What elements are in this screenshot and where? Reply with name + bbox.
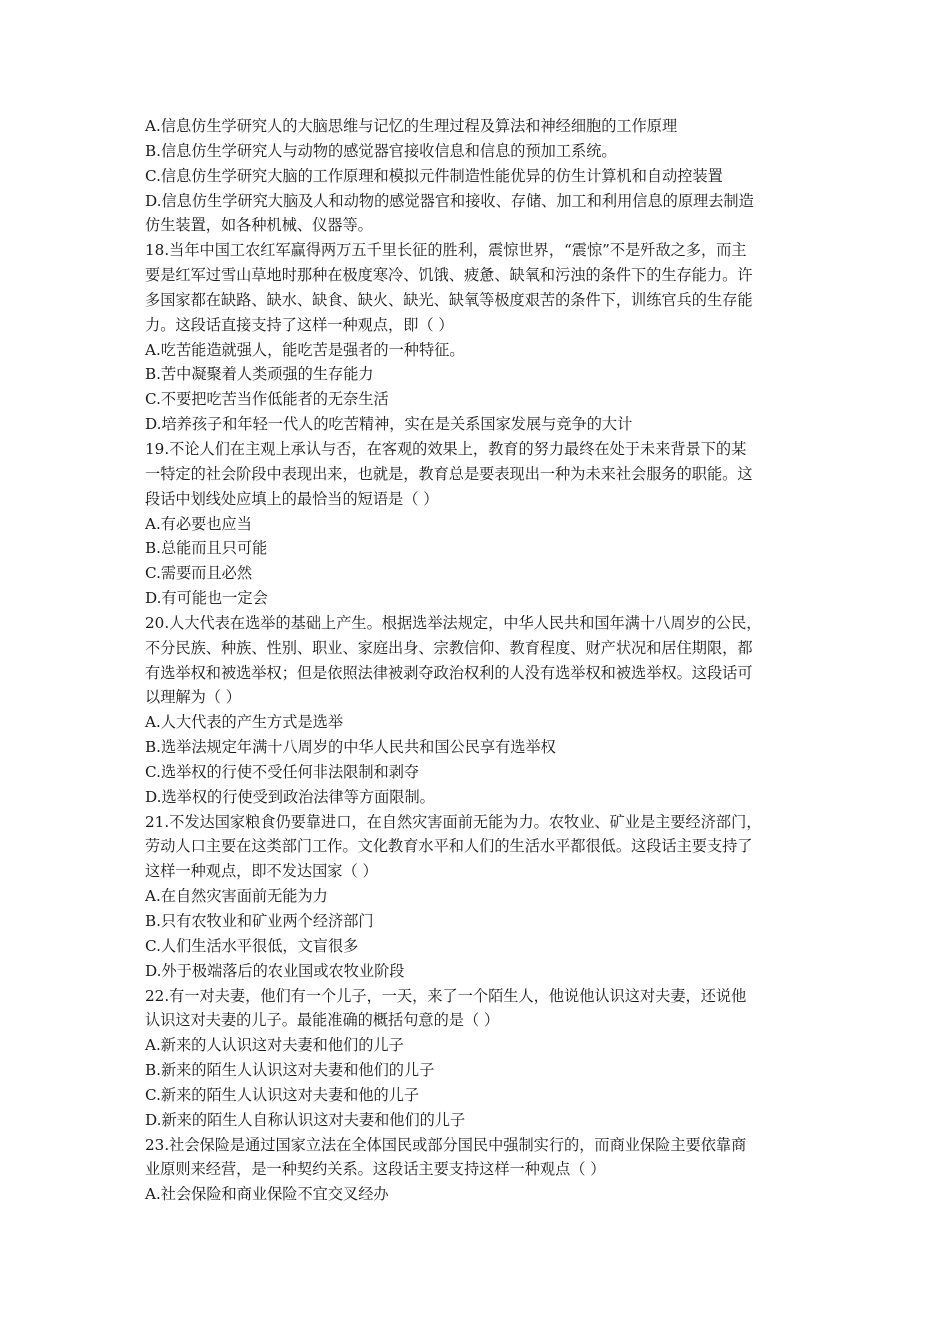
text-line: D.外于极端落后的农业国或农牧业阶段 xyxy=(145,961,405,980)
text-line: A.新来的人认识这对夫妻和他们的儿子 xyxy=(145,1036,404,1055)
text-line: B.总能而且只可能 xyxy=(145,539,268,558)
text-line: 23.社会保险是通过国家立法在全体国民或部分国民中强制实行的，而商业保险主要依靠商 xyxy=(145,1135,747,1154)
text-line: 这样一种观点，即不发达国家（ ） xyxy=(145,862,378,881)
text-line: 劳动人口主要在这类部门工作。文化教育水平和人们的生活水平都很低。这段话主要支持了 xyxy=(145,837,753,856)
text-line: C.不要把吃苦当作低能者的无奈生活 xyxy=(145,390,389,409)
text-line: D.培养孩子和年轻一代人的吃苦精神，实在是关系国家发展与竞争的大计 xyxy=(145,415,633,434)
text-line: D.有可能也一定会 xyxy=(145,589,268,608)
text-line: 以理解为（ ） xyxy=(145,688,241,707)
text-line: D.选举权的行使受到政治法律等方面限制。 xyxy=(145,787,435,806)
text-line: B.选举法规定年满十八周岁的中华人民共和国公民享有选举权 xyxy=(145,738,556,757)
text-line: A.人大代表的产生方式是选举 xyxy=(145,713,344,732)
text-line: C.信息仿生学研究大脑的工作原理和模拟元件制造性能优异的仿生计算机和自动控装置 xyxy=(145,166,723,185)
text-line: A.信息仿生学研究人的大脑思维与记忆的生理过程及算法和神经细胞的工作原理 xyxy=(145,117,678,135)
text-line: C.选举权的行使不受任何非法限制和剥夺 xyxy=(145,762,420,781)
text-line: 段话中划线处应填上的最恰当的短语是（ ） xyxy=(145,489,439,508)
text-line: 要是红军过雪山草地时那种在极度寒冷、饥饿、疲惫、缺氧和污浊的条件下的生存能力。许 xyxy=(145,266,753,285)
text-line: B.新来的陌生人认识这对夫妻和他们的儿子 xyxy=(145,1061,435,1080)
text-line: 力。这段话直接支持了这样一种观点，即（ ） xyxy=(145,315,454,334)
text-line: C.人们生活水平很低，文盲很多 xyxy=(145,936,359,955)
text-line: D.信息仿生学研究大脑及人和动物的感觉器官和接收、存储、加工和利用信息的原理去制造 xyxy=(145,191,754,210)
text-line: A.吃苦能造就强人，能吃苦是强者的一种特征。 xyxy=(145,340,465,359)
text-line: 18.当年中国工农红军赢得两万五千里长征的胜利，震惊世界，“震惊”不是歼敌之多，而主 xyxy=(145,241,747,260)
text-line: C.需要而且必然 xyxy=(145,564,253,583)
document-page xyxy=(145,114,810,1207)
text-line: A.社会保险和商业保险不宜交叉经办 xyxy=(145,1185,389,1204)
text-line: 多国家都在缺路、缺水、缺食、缺火、缺光、缺氧等极度艰苦的条件下，训练官兵的生存能 xyxy=(145,290,753,309)
text-line: C.新来的陌生人认识这对夫妻和他的儿子 xyxy=(145,1085,420,1104)
text-line: B.信息仿生学研究人与动物的感觉器官接收信息和信息的预加工系统。 xyxy=(145,141,617,160)
text-line: A.有必要也应当 xyxy=(145,514,252,533)
text-line: 21.不发达国家粮食仍要靠进口，在自然灾害面前无能为力。农牧业、矿业是主要经济部门， xyxy=(145,812,762,831)
text-line: 不分民族、种族、性别、职业、家庭出身、宗教信仰、教育程度、财产状况和居住期限，都 xyxy=(145,638,753,657)
text-line: D.新来的陌生人自称认识这对夫妻和他们的儿子 xyxy=(145,1110,466,1129)
text-line: 认识这对夫妻的儿子。最能准确的概括句意的是（ ） xyxy=(145,1011,500,1030)
text-line: 有选举权和被选举权；但是依照法律被剥夺政治权利的人没有选举权和被选举权。这段话可 xyxy=(145,663,753,682)
text-line: 20.人大代表在选举的基础上产生。根据选举法规定，中华人民共和国年满十八周岁的公民， xyxy=(145,613,762,632)
text-line: 仿生装置，如各种机械、仪器等。 xyxy=(145,216,373,235)
text-line: B.苦中凝聚着人类顽强的生存能力 xyxy=(145,365,374,384)
text-line: 业原则来经营，是一种契约关系。这段话主要支持这样一种观点（ ） xyxy=(145,1160,606,1179)
text-line: 22.有一对夫妻，他们有一个儿子，一天，来了一个陌生人，他说他认识这对夫妻，还说他 xyxy=(145,986,747,1005)
text-line: A.在自然灾害面前无能为力 xyxy=(145,887,328,906)
text-line: 19.不论人们在主观上承认与否，在客观的效果上，教育的努力最终在处于未来背景下的某 xyxy=(145,439,747,458)
text-line: B.只有农牧业和矿业两个经济部门 xyxy=(145,912,374,930)
text-line: 一特定的社会阶段中表现出来，也就是，教育总是要表现出一种为未来社会服务的职能。这 xyxy=(145,464,753,483)
